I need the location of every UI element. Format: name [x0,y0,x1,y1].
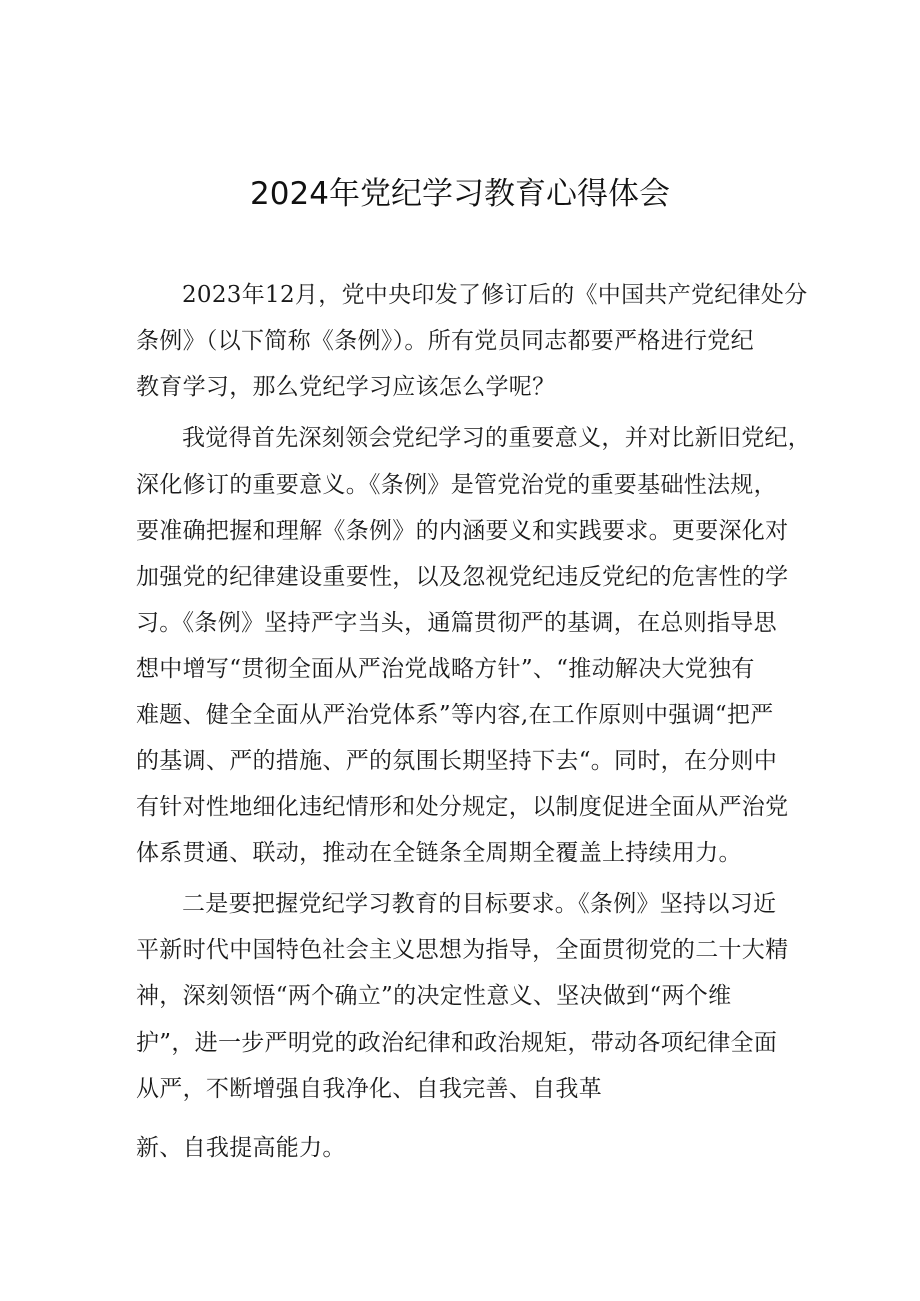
paragraph-2-line-1: 我觉得首先深刻领会党纪学习的重要意义，并对比新旧党纪， [182,425,812,451]
paragraph-2-line-2: 深化修订的重要意义。《条例》是管党治党的重要基础性法规， [136,472,777,498]
paragraph-2-line-6: 想中增写“贯彻全面从严治党战略方针”、“推动解决大党独有 [136,656,755,682]
paragraph-1-line-1: 2023年12月，党中央印发了修订后的《中国共产党纪律处分 [182,282,808,308]
paragraph-3-line-5: 从严，不断增强自我净化、自我完善、自我革 [136,1076,602,1102]
paragraph-3-line-1: 二是要把握党纪学习教育的目标要求。《条例》坚持以习近 [182,891,777,917]
paragraph-3-line-2: 平新时代中国特色社会主义思想为指导，全面贯彻党的二十大精 [136,937,789,963]
paragraph-2-line-7: 难题、健全全面从严治党体系”等内容,在工作原则中强调“把严 [136,702,774,728]
paragraph-1-line-2: 条例》（以下简称《条例》）。所有党员同志都要严格进行党纪 [136,328,754,354]
paragraph-3-line-6: 新、自我提高能力。 [136,1135,346,1161]
paragraph-2-line-5: 习。《条例》坚持严字当头，通篇贯彻严的基调，在总则指导思 [136,610,777,636]
paragraph-3-line-3: 神，深刻领悟“两个确立”的决定性意义、坚决做到“两个维 [136,983,732,1009]
paragraph-2-line-8: 的基调、严的措施、严的氛围长期坚持下去“。同时，在分则中 [136,748,778,774]
paragraph-2-line-9: 有针对性地细化违纪情形和处分规定，以制度促进全面从严治党 [136,794,789,820]
paragraph-2-line-4: 加强党的纪律建设重要性，以及忽视党纪违反党纪的危害性的学 [136,564,789,590]
paragraph-2-line-10: 体系贯通、联动，推动在全链条全周期全覆盖上持续用力。 [136,840,742,866]
paragraph-2-line-3: 要准确把握和理解《条例》的内涵要义和实践要求。更要深化对 [136,518,789,544]
document-title: 2024年党纪学习教育心得体会 [250,176,670,212]
paragraph-3-line-4: 护”，进一步严明党的政治纪律和政治规矩，带动各项纪律全面 [136,1030,778,1056]
paragraph-1-line-3: 教育学习，那么党纪学习应该怎么学呢？ [136,374,556,400]
